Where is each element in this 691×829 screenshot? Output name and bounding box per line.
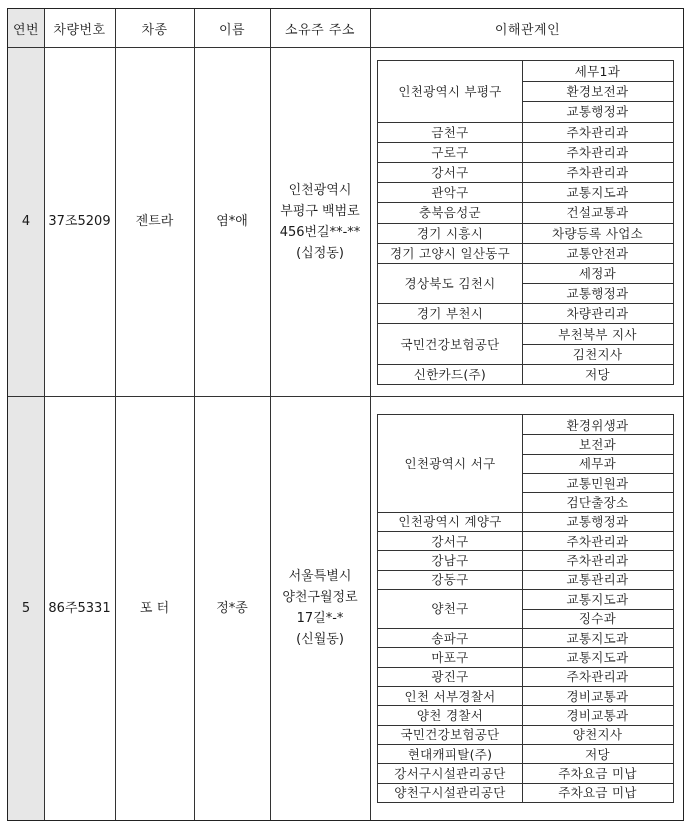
party-department: 세정과	[578, 265, 617, 281]
column-divider	[370, 9, 371, 820]
address-line: (신월동)	[296, 632, 344, 647]
record-name: 정*종	[216, 600, 248, 616]
address-line: 서울특별시	[288, 569, 352, 584]
party-organization: 인천 서부경찰서	[404, 688, 496, 704]
party-organization: 마포구	[431, 649, 469, 665]
party-organization: 강서구	[431, 165, 469, 181]
header-interested-parties: 이해관계인	[494, 22, 561, 38]
header-owner-address: 소유주 주소	[285, 22, 355, 38]
party-department: 교통지도과	[566, 185, 629, 201]
party-organization: 양천구	[431, 601, 469, 617]
party-department: 교통행정과	[566, 514, 629, 530]
party-department: 건설교통과	[566, 205, 629, 221]
address-line: (십정동)	[296, 245, 344, 261]
record-no: 5	[21, 600, 31, 616]
party-department: 차량관리과	[566, 306, 629, 322]
party-organization: 강남구	[431, 553, 469, 569]
party-department: 저당	[585, 366, 610, 382]
vehicle-table	[7, 8, 684, 821]
party-department: 양천지사	[572, 727, 623, 743]
party-department: 환경보전과	[566, 84, 629, 100]
party-organization: 양천구시설관리공단	[394, 785, 506, 801]
party-organization: 인천광역시 서구	[404, 456, 496, 472]
party-organization: 충북음성군	[419, 205, 481, 221]
record-plate: 86주5331	[48, 600, 111, 616]
party-organization: 양천 경찰서	[416, 707, 484, 723]
party-department: 교통민원과	[566, 475, 629, 491]
header-name: 이름	[218, 22, 246, 38]
record-no: 4	[21, 214, 31, 229]
party-organization: 강서구	[431, 533, 469, 549]
record-plate: 37조5209	[48, 214, 111, 229]
party-department: 교통지도과	[566, 649, 629, 665]
party-organization: 관악구	[431, 185, 469, 201]
party-department: 환경위생과	[566, 417, 629, 433]
party-organization: 금천구	[431, 124, 469, 140]
header-model: 차종	[141, 22, 168, 38]
record-address	[270, 47, 370, 396]
header-no: 연번	[12, 22, 40, 38]
party-organization: 인천광역시 계양구	[398, 514, 502, 530]
party-department: 징수과	[578, 611, 617, 627]
party-organization: 송파구	[431, 630, 469, 646]
party-department: 검단출장소	[566, 495, 629, 511]
record-name: 염*애	[216, 214, 248, 229]
party-department: 교통안전과	[566, 245, 629, 261]
party-department: 차량등록 사업소	[552, 225, 643, 241]
record-model: 포 터	[139, 600, 170, 616]
party-department: 주차관리과	[566, 553, 629, 569]
party-department: 교통행정과	[566, 286, 629, 302]
party-organization: 국민건강보험공단	[400, 336, 500, 352]
parties-subtable	[377, 414, 674, 803]
party-department: 주차관리과	[566, 124, 629, 140]
party-department: 부천북부 지사	[558, 326, 637, 342]
party-department: 교통행정과	[566, 104, 629, 120]
address-line: 456번길**-**	[279, 224, 361, 240]
party-department: 주차관리과	[566, 533, 629, 549]
party-department: 교통관리과	[566, 572, 629, 588]
party-department: 김천지사	[572, 346, 623, 362]
address-line: 양천구월정로	[282, 590, 358, 605]
party-organization: 경기 고양시 일산동구	[390, 245, 510, 261]
address-line: 인천광역시	[288, 182, 352, 198]
party-department: 세무과	[578, 456, 617, 472]
address-line: 17길*-*	[296, 611, 344, 626]
party-organization: 국민건강보험공단	[400, 727, 500, 743]
party-organization: 인천광역시 부평구	[398, 84, 502, 100]
party-organization: 광진구	[431, 669, 469, 685]
record-model: 젠트라	[135, 214, 174, 229]
party-organization: 구로구	[431, 144, 469, 160]
party-department: 경비교통과	[566, 688, 629, 704]
address-line: 부평구 백범로	[280, 203, 360, 219]
party-organization: 강동구	[431, 572, 469, 588]
party-organization: 경기 부천시	[416, 306, 484, 322]
parties-subtable	[377, 60, 674, 385]
party-department: 저당	[585, 746, 610, 762]
party-department: 주차관리과	[566, 165, 629, 181]
party-department: 주차관리과	[566, 144, 629, 160]
party-department: 세무1과	[574, 64, 621, 80]
party-organization: 경상북도 김천시	[404, 276, 496, 292]
party-department: 교통지도과	[566, 630, 629, 646]
party-organization: 강서구시설관리공단	[394, 765, 506, 781]
record-address	[270, 396, 370, 820]
party-department: 경비교통과	[566, 707, 629, 723]
party-department: 주차요금 미납	[558, 765, 637, 781]
party-department: 교통지도과	[566, 591, 629, 607]
party-department: 주차관리과	[566, 669, 629, 685]
party-organization: 경기 시흥시	[416, 225, 484, 241]
party-organization: 신한카드(주)	[413, 366, 487, 382]
party-department: 보전과	[578, 437, 617, 453]
party-organization: 현대캐피탈(주)	[407, 746, 493, 762]
header-plate: 차량번호	[53, 22, 106, 38]
party-department: 주차요금 미납	[558, 785, 637, 801]
